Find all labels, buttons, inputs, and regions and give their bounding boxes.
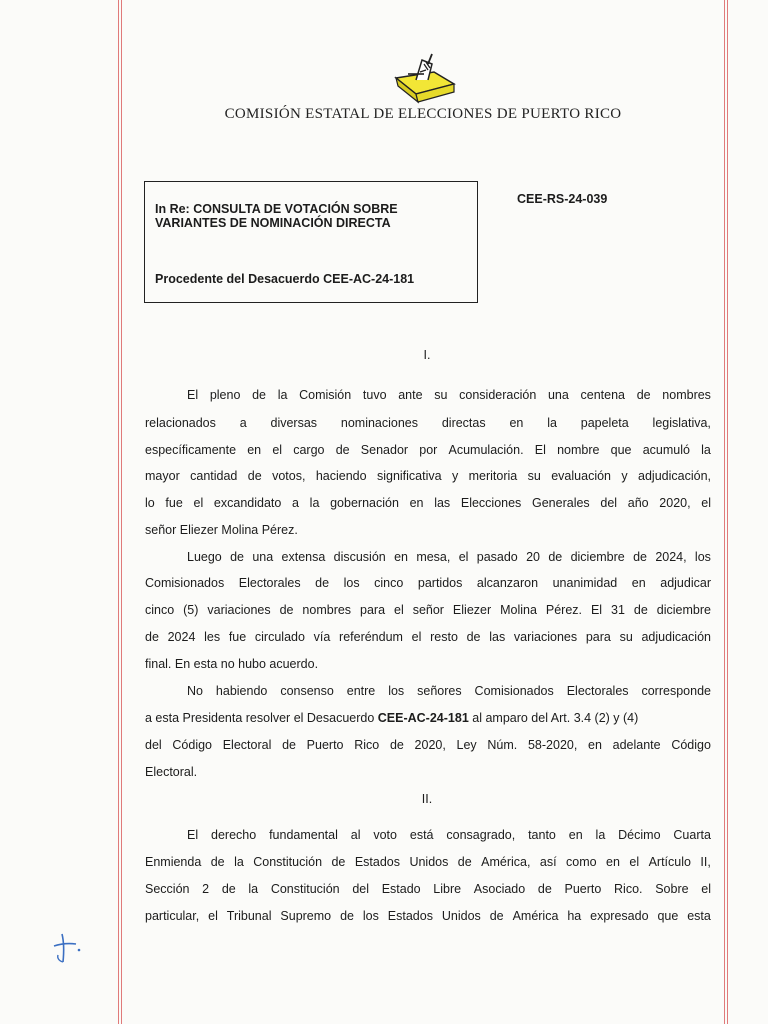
- ballot-box-logo-icon: [388, 50, 460, 111]
- word: Rico: [354, 738, 380, 752]
- word: 58-2020,: [527, 738, 578, 752]
- word: por: [419, 443, 438, 457]
- word: tanto: [528, 828, 556, 842]
- word: Unidos: [441, 909, 481, 923]
- word: de: [633, 603, 648, 617]
- word: adjudicar: [660, 576, 711, 590]
- word: alcanzaron: [476, 576, 539, 590]
- word: a: [239, 416, 247, 430]
- word: directas: [441, 416, 486, 430]
- word: ha: [567, 909, 582, 923]
- word: del: [600, 496, 618, 510]
- section-number: I.: [423, 348, 431, 362]
- text-run: al amparo del Art. 3.4 (2) y (4): [468, 711, 639, 725]
- word: Enmienda: [145, 855, 202, 869]
- word: de: [340, 909, 354, 923]
- word: que: [610, 443, 632, 457]
- word: una: [252, 550, 274, 564]
- section-number: II.: [421, 792, 433, 806]
- word: para: [360, 603, 386, 617]
- word: en: [588, 738, 602, 752]
- word: cargo: [293, 443, 325, 457]
- word: como: [566, 855, 597, 869]
- word: II,: [700, 855, 711, 869]
- in-re-line: In Re: CONSULTA DE VOTACIÓN SOBRE: [155, 202, 398, 216]
- word: adjudicación: [641, 630, 711, 644]
- word: de: [489, 909, 504, 923]
- word: centena: [580, 388, 626, 402]
- word: diversas: [270, 416, 318, 430]
- word: así: [539, 855, 557, 869]
- word: votos,: [272, 469, 306, 483]
- word: la: [248, 882, 259, 896]
- word: corresponde: [641, 684, 711, 698]
- word: de: [389, 738, 404, 752]
- word: Código: [671, 738, 711, 752]
- word: la: [547, 416, 557, 430]
- paragraph-line: [145, 909, 711, 923]
- word: excandidato: [213, 496, 282, 510]
- word: tuvo: [362, 388, 387, 402]
- word: cinco: [374, 576, 404, 590]
- word: para: [585, 630, 611, 644]
- paragraph-line: [145, 576, 711, 590]
- paragraph-line: [187, 388, 711, 402]
- word: Eliezer: [452, 603, 492, 617]
- word: nombres: [302, 603, 352, 617]
- word: las: [489, 630, 506, 644]
- word: evaluación: [551, 469, 611, 483]
- word: cinco: [145, 603, 175, 617]
- word: en: [631, 576, 646, 590]
- word: circulado: [254, 630, 305, 644]
- word: papeleta: [580, 416, 629, 430]
- left-margin-line-inner: [121, 0, 122, 1024]
- word: consagrado,: [446, 828, 516, 842]
- word: Pérez.: [545, 603, 583, 617]
- word: Molina: [500, 603, 537, 617]
- left-margin-line: [118, 0, 119, 1024]
- word: partidos: [417, 576, 463, 590]
- word: les: [204, 630, 221, 644]
- in-re-line: VARIANTES DE NOMINACIÓN DIRECTA: [155, 216, 391, 230]
- paragraph-line: final. En esta no hubo acuerdo.: [145, 657, 319, 671]
- word: Unidos: [409, 855, 449, 869]
- word: de: [466, 630, 481, 644]
- word: esta: [687, 909, 711, 923]
- paragraph-line: [145, 630, 711, 644]
- word: Cuarta: [673, 828, 711, 842]
- word: de: [252, 388, 266, 402]
- word: unanimidad: [552, 576, 618, 590]
- word: 2024,: [655, 550, 687, 564]
- word: fundamental: [269, 828, 338, 842]
- word: El: [534, 443, 546, 457]
- word: a: [292, 496, 299, 510]
- word: su: [619, 630, 633, 644]
- word: Electoral: [222, 738, 272, 752]
- word: en: [568, 828, 583, 842]
- paragraph-line: [145, 416, 711, 430]
- word: de: [335, 443, 350, 457]
- word: Electorales: [238, 576, 301, 590]
- word: relacionados: [145, 416, 216, 430]
- word: extensa: [281, 550, 326, 564]
- word: nombre: [557, 443, 600, 457]
- word: señores: [417, 684, 462, 698]
- word: de: [633, 550, 647, 564]
- word: Rico.: [614, 882, 643, 896]
- word: Elecciones: [460, 496, 522, 510]
- word: la: [277, 388, 288, 402]
- word: 2020,: [659, 496, 691, 510]
- word: señor: [412, 603, 444, 617]
- word: de: [247, 469, 262, 483]
- word: consideración: [459, 388, 537, 402]
- word: América: [512, 909, 559, 923]
- word: al: [350, 828, 361, 842]
- word: 2: [202, 882, 210, 896]
- word: habiendo: [215, 684, 268, 698]
- right-margin-line-inner: [727, 0, 728, 1024]
- paragraph-line: [145, 882, 711, 896]
- paragraph-line: [145, 443, 711, 457]
- word: en: [394, 550, 408, 564]
- word: expresado: [590, 909, 649, 923]
- word: El: [187, 388, 199, 402]
- word: cantidad: [190, 469, 238, 483]
- word: su: [434, 388, 448, 402]
- word: pasado: [476, 550, 518, 564]
- word: específicamente: [145, 443, 237, 457]
- word: el: [272, 443, 283, 457]
- word: mayor: [145, 469, 180, 483]
- handwritten-initials-icon: [48, 928, 88, 973]
- word: Acumulación.: [448, 443, 524, 457]
- word: el: [701, 882, 711, 896]
- word: el: [458, 550, 469, 564]
- word: de: [548, 550, 563, 564]
- word: variaciones: [207, 603, 271, 617]
- paragraph-line: [187, 828, 711, 842]
- word: de: [636, 388, 651, 402]
- paragraph-line: [187, 550, 711, 564]
- word: Comisionados: [474, 684, 554, 698]
- word: resto: [430, 630, 458, 644]
- word: El: [590, 603, 603, 617]
- word: el: [411, 630, 422, 644]
- desacuerdo-reference: CEE-AC-24-181: [377, 711, 469, 725]
- word: está: [409, 828, 434, 842]
- word: Comisionados: [145, 576, 225, 590]
- word: Sobre: [655, 882, 689, 896]
- word: haciendo: [315, 469, 367, 483]
- word: de: [331, 855, 346, 869]
- word: Sección: [145, 882, 190, 896]
- word: gobernación: [330, 496, 399, 510]
- case-number: CEE-RS-24-039: [517, 192, 608, 206]
- word: la: [701, 443, 711, 457]
- case-caption-box: [144, 181, 478, 303]
- word: los: [362, 909, 379, 923]
- word: significativa: [376, 469, 442, 483]
- paragraph-line: señor Eliezer Molina Pérez.: [145, 523, 298, 537]
- word: del: [352, 882, 369, 896]
- word: voto: [373, 828, 397, 842]
- word: Puerto: [306, 738, 344, 752]
- word: Puerto: [564, 882, 602, 896]
- word: Asociado: [473, 882, 526, 896]
- word: Generales: [532, 496, 590, 510]
- word: Senador: [360, 443, 409, 457]
- word: nominaciones: [340, 416, 419, 430]
- word: derecho: [211, 828, 257, 842]
- paragraph-line: Electoral.: [145, 765, 198, 779]
- word: la: [595, 828, 606, 842]
- word: Comisión: [299, 388, 352, 402]
- word: de: [221, 882, 236, 896]
- word: año: [627, 496, 649, 510]
- word: de: [457, 855, 472, 869]
- word: referéndum: [339, 630, 403, 644]
- word: lo: [145, 496, 155, 510]
- word: Estados: [387, 909, 433, 923]
- word: Estado: [381, 882, 421, 896]
- word: Núm.: [487, 738, 518, 752]
- word: Supremo: [280, 909, 332, 923]
- word: fue: [165, 496, 183, 510]
- word: el: [701, 496, 711, 510]
- word: de: [315, 576, 330, 590]
- word: de: [230, 550, 244, 564]
- word: nombres: [662, 388, 711, 402]
- paragraph-line: [145, 738, 711, 752]
- word: en: [247, 443, 262, 457]
- word: Constitución: [253, 855, 323, 869]
- word: diciembre: [656, 603, 711, 617]
- word: de: [282, 738, 296, 752]
- word: mesa,: [416, 550, 451, 564]
- word: de: [279, 603, 294, 617]
- word: 2024: [167, 630, 196, 644]
- word: discusión: [333, 550, 386, 564]
- word: entre: [346, 684, 376, 698]
- paragraph-line: [145, 603, 711, 617]
- word: Tribunal: [226, 909, 272, 923]
- word: de: [210, 855, 225, 869]
- word: Ley: [456, 738, 477, 752]
- word: ante: [398, 388, 423, 402]
- word: el: [629, 855, 640, 869]
- word: pleno: [209, 388, 241, 402]
- word: particular,: [145, 909, 200, 923]
- word: en: [409, 496, 424, 510]
- word: Electorales: [566, 684, 629, 698]
- word: No: [187, 684, 203, 698]
- word: Libre: [433, 882, 462, 896]
- word: fue: [228, 630, 247, 644]
- word: acumuló: [642, 443, 690, 457]
- word: del: [145, 738, 162, 752]
- word: Luego: [187, 550, 222, 564]
- right-margin-line: [724, 0, 725, 1024]
- word: los: [694, 550, 711, 564]
- word: 31: [611, 603, 625, 617]
- word: Estados: [354, 855, 400, 869]
- word: adjudicación,: [638, 469, 711, 483]
- word: (5): [183, 603, 199, 617]
- word: legislativa,: [652, 416, 711, 430]
- word: diciembre: [570, 550, 625, 564]
- word: Artículo: [648, 855, 691, 869]
- agency-name: COMISIÓN ESTATAL DE ELECCIONES DE PUERTO RICO: [224, 106, 622, 122]
- word: 20: [526, 550, 540, 564]
- word: América,: [481, 855, 531, 869]
- word: los: [343, 576, 360, 590]
- text-run: a esta Presidenta resolver el Desacuerdo: [145, 711, 378, 725]
- word: las: [434, 496, 451, 510]
- paragraph-line: [145, 469, 711, 483]
- paragraph-line: [145, 711, 638, 725]
- procedente-line: Procedente del Desacuerdo CEE-AC-24-181: [155, 272, 415, 286]
- word: el: [193, 496, 204, 510]
- paragraph-line: [187, 684, 711, 698]
- word: el: [208, 909, 218, 923]
- word: los: [388, 684, 405, 698]
- word: vía: [313, 630, 331, 644]
- word: de: [537, 882, 552, 896]
- word: en: [509, 416, 524, 430]
- word: y: [451, 469, 459, 483]
- word: y: [621, 469, 628, 483]
- word: meritoria: [468, 469, 518, 483]
- word: 2020,: [414, 738, 446, 752]
- word: que: [657, 909, 679, 923]
- word: Constitución: [270, 882, 340, 896]
- word: consenso: [280, 684, 334, 698]
- paragraph-line: [145, 855, 711, 869]
- word: Código: [172, 738, 213, 752]
- word: El: [187, 828, 199, 842]
- word: de: [145, 630, 159, 644]
- word: el: [394, 603, 404, 617]
- word: la: [309, 496, 320, 510]
- word: adelante: [612, 738, 661, 752]
- word: variaciones: [513, 630, 578, 644]
- in-re-caption: [155, 202, 398, 230]
- paragraph-line: [145, 496, 711, 510]
- word: una: [547, 388, 569, 402]
- word: Décimo: [618, 828, 661, 842]
- word: su: [527, 469, 541, 483]
- word: en: [606, 855, 620, 869]
- word: la: [234, 855, 244, 869]
